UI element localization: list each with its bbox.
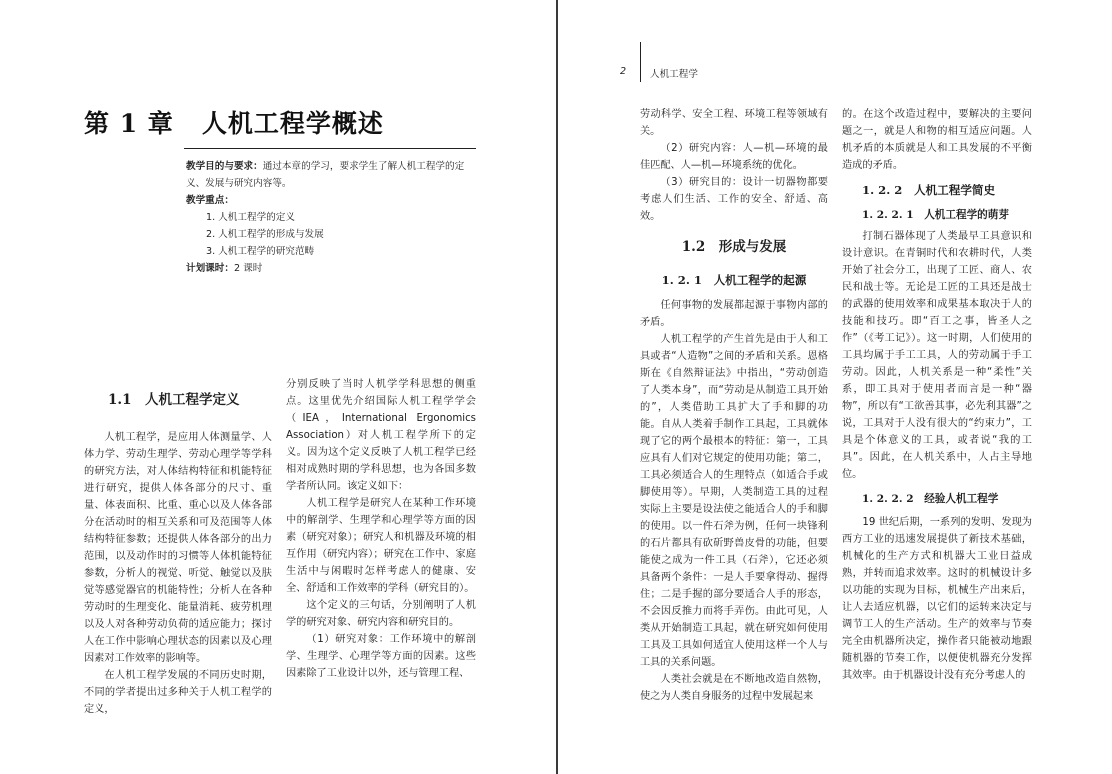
- paragraph: 人机工程学的产生首先是由于人和工具或者“人造物”之间的矛盾和关系。恩格斯在《自然辩证法》中指出，“劳动创造了人类本身”，而“劳动是从制造工具开始的”，人类借助工具扩大了手和脚的功能。自从人类着手制作工具起，工具就体现了它的两个最根本的特征：第一，工具应具有人们对它规定的使用功能；第二，工具必须适合人的生理特点（如适合手或脚使用等）。早期，人类制造工具的过程实际上主要是设法使之能适合人的手和脚的使用。以一件石斧为例，任何一块锋利的石片都具有砍斫野兽皮骨的功能，但要能使之成为一件工具（石斧），它还必须具备两个条件：一是人手要拿得动、握得住；二是手握的部分要适合人手的形态，不会因反推力而将手弄伤。由此可见，人类从开始制造工具起，就在研究如何使用工具及工具如何适宜人使用这样一个人与工具的关系问题。: [640, 334, 828, 668]
- section-heading-1-1: 1.1 人机工程学定义: [108, 392, 240, 408]
- paragraph: 任何事物的发展都起源于事物内部的矛盾。: [640, 300, 828, 328]
- subsubsection-heading-1-2-2-1: 1. 2. 2. 1 人机工程学的萌芽: [862, 209, 1009, 221]
- paragraph: 人类社会就是在不断地改造自然物，使之为人类自身服务的过程中发展起来: [640, 674, 828, 702]
- title-underline: [184, 148, 476, 149]
- key-point-item: 3. 人机工程学的研究范畴: [206, 246, 315, 257]
- page-number: 2: [620, 66, 627, 77]
- right-column-2: [842, 106, 1032, 684]
- objective-line: [186, 158, 478, 192]
- left-column-2: [286, 376, 476, 682]
- paragraph: 分别反映了当时人机学学科思想的侧重点。这里优先介绍国际人机工程学学会（IEA，International Ergonomics Association）对人机工程学所下的定义。因为这个定义反映了人机工程学已经相对成熟时期的学科思想，也为各国多数学者所认同。该定义如下：: [286, 379, 476, 492]
- key-points-label: 教学重点：: [186, 195, 234, 206]
- key-point-item: 1. 人机工程学的定义: [206, 212, 295, 223]
- paragraph: （3）研究目的：设计一切器物都要考虑人们生活、工作的安全、舒适、高效。: [640, 177, 828, 222]
- subsubsection-heading-1-2-2-2: 1. 2. 2. 2 经验人机工程学: [862, 493, 999, 505]
- chapter-title: [84, 104, 484, 140]
- paragraph: 劳动科学、安全工程、环境工程等领域有关。: [640, 109, 828, 137]
- paragraph: （2）研究内容：人—机—环境的最佳匹配、人—机—环境系统的优化。: [640, 143, 828, 171]
- chapter-number: 第 1 章: [84, 109, 174, 138]
- objective-label: 教学目的与要求：: [186, 161, 263, 172]
- hours-value: 2 课时: [233, 263, 263, 274]
- right-page: [558, 0, 1112, 774]
- paragraph: 在人机工程学发展的不同历史时期，不同的学者提出过多种关于人机工程学的定义，: [84, 670, 272, 715]
- paragraph: 的。在这个改造过程中，要解决的主要问题之一，就是人和物的相互适应问题。人机矛盾的本质就是人和工具发展的不平衡造成的矛盾。: [842, 109, 1032, 171]
- right-column-1: [640, 106, 828, 705]
- hours-line: [186, 260, 478, 277]
- paragraph: （1）研究对象：工作环境中的解剖学、生理学、心理学等方面的因素。这些因素除了工业设计以外，还与管理工程、: [286, 634, 476, 679]
- chapter-name: 人机工程学概述: [201, 109, 384, 138]
- subsection-heading-1-2-1: 1. 2. 1 人机工程学的起源: [661, 273, 807, 287]
- paragraph: 人机工程学，是应用人体测量学、人体力学、劳动生理学、劳动心理学等学科的研究方法，对人体结构特征和机能特征进行研究，提供人体各部分的尺寸、重量、体表面积、比重、重心以及人体各部分在活动时的相互关系和可及范围等人体结构特征参数；还提供人体各部分的出力范围，以及动作时的习惯等人体机能特征参数，分析人的视觉、听觉、触觉以及肤觉等感觉器官的机能特性；分析人在各种劳动时的生理变化、能量消耗、疲劳机理以及人对各种劳动负荷的适应能力；探讨人在工作中影响心理状态的因素以及心理因素对工作效率的影响等。: [84, 432, 272, 664]
- subsection-heading-1-2-2: 1. 2. 2 人机工程学简史: [862, 183, 996, 197]
- teaching-goals: [186, 158, 478, 277]
- objective-text: 通过本章的学习，要求学生了解人机工程学的定义、发展与研究内容等。: [186, 161, 465, 189]
- paragraph: 打制石器体现了人类最早工具意识和设计意识。在青铜时代和农耕时代，人类开始了社会分工，出现了工匠、商人、农民和战士等。无论是工匠的工具还是战士的武器的使用效率和成果基本取决于人的技能和技巧。即“百工之事，皆圣人之作”（《考工记》）。这一时期，人们使用的工具均属于手工工具，人的劳动属于手工劳动。因此，人机关系是一种“柔性”关系，即工具对于使用者而言是一种“器物”，所以有“工欲善其事，必先利其器”之说，工具对于人没有很大的“约束力”，工具是个体意义的工具，或者说“我的工具”。因此，在人机关系中，人占主导地位。: [842, 231, 1032, 480]
- paragraph: 人机工程学是研究人在某种工作环境中的解剖学、生理学和心理学等方面的因素（研究对象）；研究人和机器及环境的相互作用（研究内容）；研究在工作中、家庭生活中与闲暇时怎样考虑人的健康、安全、舒适和工作效率的学科（研究目的）。: [286, 498, 476, 594]
- paragraph: 这个定义的三句话，分别阐明了人机学的研究对象、研究内容和研究目的。: [286, 600, 476, 628]
- running-head-title: 人机工程学: [650, 69, 698, 80]
- hours-label: 计划课时：: [186, 263, 234, 274]
- left-column-1: [84, 392, 272, 718]
- section-heading-1-2: 1.2 形成与发展: [681, 239, 787, 255]
- running-head-rule: [640, 42, 641, 82]
- key-point-item: 2. 人机工程学的形成与发展: [206, 229, 324, 240]
- paragraph: 19 世纪后期，一系列的发明、发现为西方工业的迅速发展提供了新技术基础，机械化的生产方式和机器大工业日益成熟，并转而追求效率。这时的机械设计多以功能的实现为目标，机械生产出来后，让人去适应机器，以它们的运转来决定与调节工人的生产活动。生产的效率与节奏完全由机器所决定，操作者只能被动地跟随机器的节奏工作，以便使机器充分发挥其效率。由于机器设计没有充分考虑人的: [842, 517, 1032, 681]
